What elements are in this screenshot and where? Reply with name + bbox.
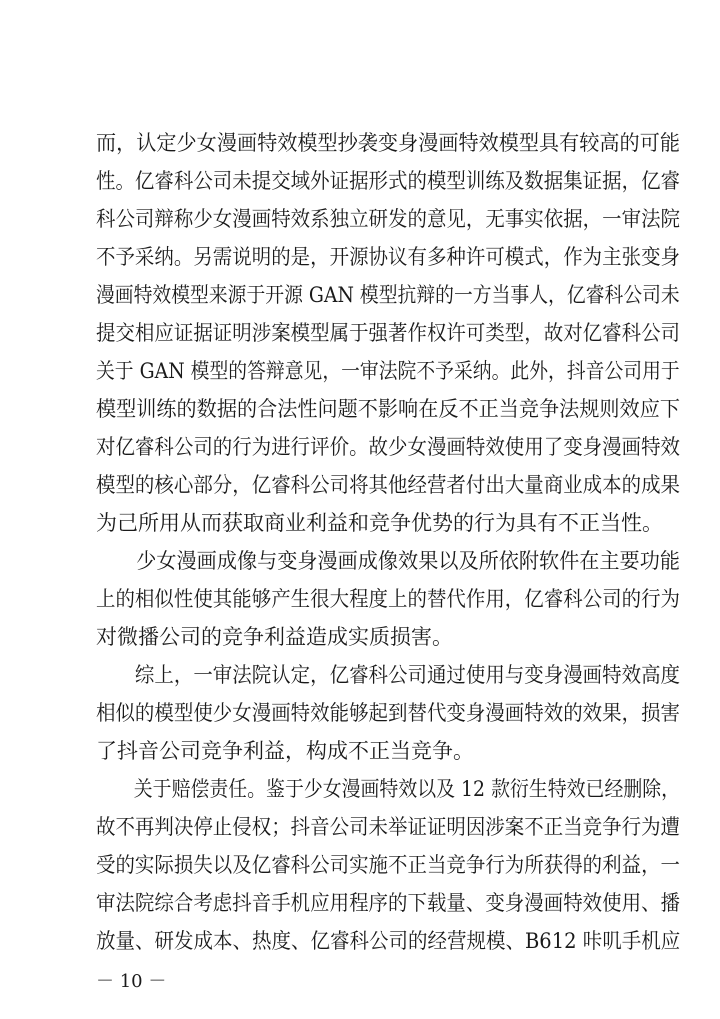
text-line: 模型训练的数据的合法性问题不影响在反不正当竞争法规则效应下 [96,397,680,421]
text-line: 相似的模型使少女漫画特效能够起到替代变身漫画特效的效果，损害 [96,701,681,725]
text-line: 漫画特效模型来源于开源 GAN 模型抗辩的一方当事人，亿睿科公司未 [96,283,680,307]
text-line: 故不再判决停止侵权；抖音公司未举证证明因涉案不正当竞争行为遭 [96,815,681,839]
text-line: 模型的核心部分，亿睿科公司将其他经营者付出大量商业成本的成果 [96,473,681,497]
text-line: 关于 GAN 模型的答辩意见，一审法院不予采纳。此外，抖音公司用于 [96,359,680,383]
text-line: 关于赔偿责任。鉴于少女漫画特效以及 12 款衍生特效已经删除， [96,777,681,801]
text-line: 为己所用从而获取商业利益和竞争优势的行为具有不正当性。 [96,511,663,535]
page-number: － 10 － [96,971,167,992]
text-line: 对亿睿科公司的行为进行评价。故少女漫画特效使用了变身漫画特效 [96,435,681,459]
text-line: 了抖音公司竞争利益，构成不正当竞争。 [96,739,474,763]
text-line: 少女漫画成像与变身漫画成像效果以及所依附软件在主要功能 [96,549,680,573]
text-line: 放量、研发成本、热度、亿睿科公司的经营规模、B612 咔叽手机应 [96,929,681,953]
text-line: 对微播公司的竞争利益造成实质损害。 [96,625,453,649]
text-line: 科公司辩称少女漫画特效系独立研发的意见，无事实依据，一审法院 [96,207,681,231]
text-line: 审法院综合考虑抖音手机应用程序的下载量、变身漫画特效使用、播 [96,891,681,915]
text-line: 性。亿睿科公司未提交域外证据形式的模型训练及数据集证据，亿睿 [96,169,681,193]
text-line: 受的实际损失以及亿睿科公司实施不正当竞争行为所获得的利益，一 [96,853,681,877]
text-line: 上的相似性使其能够产生很大程度上的替代作用，亿睿科公司的行为 [96,587,681,611]
text-line: 而，认定少女漫画特效模型抄袭变身漫画特效模型具有较高的可能 [96,131,680,155]
text-line: 不予采纳。另需说明的是，开源协议有多种许可模式，作为主张变身 [96,245,681,269]
text-line: 综上，一审法院认定，亿睿科公司通过使用与变身漫画特效高度 [96,663,681,687]
text-line: 提交相应证据证明涉案模型属于强著作权许可类型，故对亿睿科公司 [96,321,681,345]
